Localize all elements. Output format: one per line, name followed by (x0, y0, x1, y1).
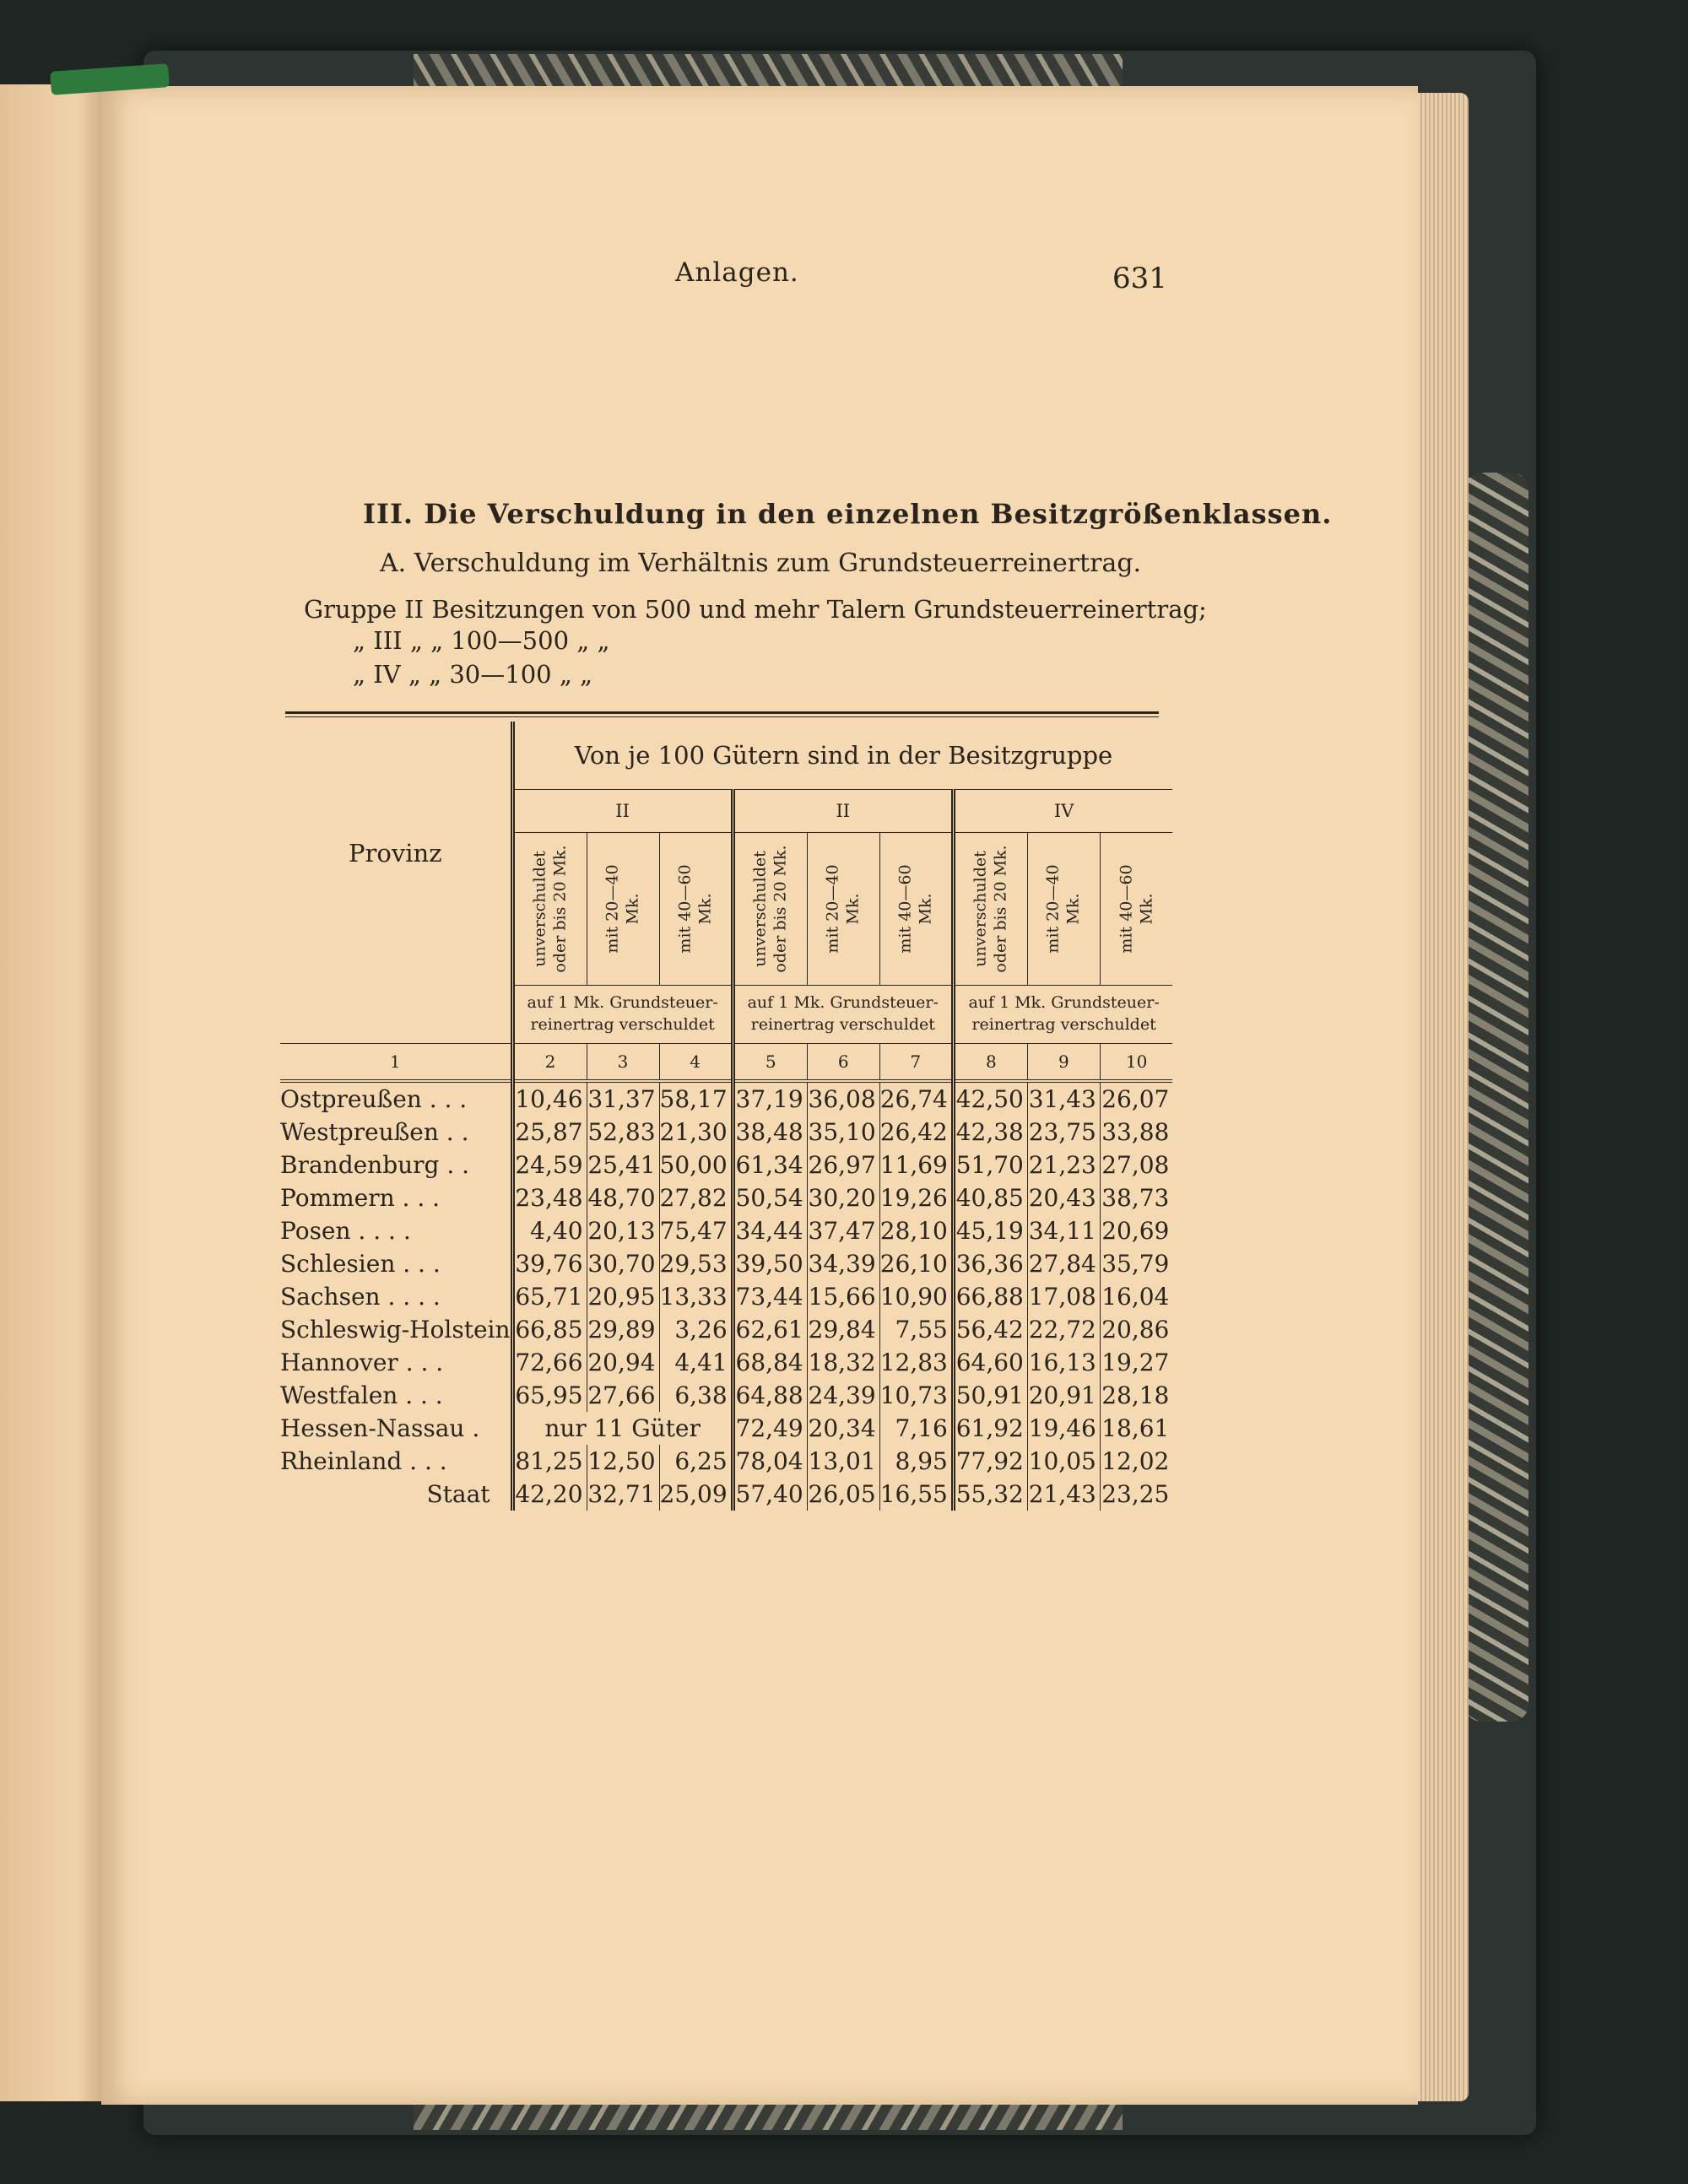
value-cell: 7,16 (879, 1412, 953, 1445)
value-cell: 31,37 (587, 1081, 659, 1116)
column-number: 1 (389, 1051, 401, 1072)
group-line-iv: „ IV „ „ 30—100 „ „ (353, 660, 593, 689)
value-cell: 58,17 (659, 1081, 733, 1116)
value-cell: 34,11 (1027, 1214, 1100, 1247)
value-cell: 20,86 (1100, 1313, 1172, 1346)
value-cell: 20,95 (587, 1280, 659, 1313)
value-cell: 30,20 (807, 1181, 879, 1214)
sub-header-cell (587, 833, 659, 986)
value-cell: 6,25 (659, 1445, 733, 1478)
value-cell: 26,10 (879, 1247, 953, 1280)
column-number: 2 (512, 1044, 587, 1082)
value-cell: 50,91 (953, 1379, 1027, 1412)
note-row (280, 986, 1172, 1044)
value-cell: 13,33 (659, 1280, 733, 1313)
subtitle: A. Verschuldung im Verhältnis zum Grundsteuerreinertrag. (380, 549, 1142, 578)
value-cell: 73,44 (733, 1280, 807, 1313)
value-cell: 29,89 (587, 1313, 659, 1346)
value-cell: 50,00 (659, 1149, 733, 1181)
value-cell: 20,91 (1027, 1379, 1100, 1412)
total-value-cell: 32,71 (587, 1478, 659, 1511)
province-header: Provinz (349, 838, 442, 868)
value-cell: 38,48 (733, 1116, 807, 1149)
value-cell: 23,75 (1027, 1116, 1100, 1149)
value-cell: 7,55 (879, 1313, 953, 1346)
value-cell: 4,40 (512, 1214, 587, 1247)
value-cell: 35,10 (807, 1116, 879, 1149)
value-cell: 21,23 (1027, 1149, 1100, 1181)
province-name: Posen . . . . (280, 1216, 411, 1245)
column-number: 7 (879, 1044, 953, 1082)
value-cell: 68,84 (733, 1346, 807, 1379)
sub-header: unverschuldet oder bis 20 Mk. (530, 845, 570, 973)
value-cell: 21,30 (659, 1116, 733, 1149)
value-cell: 28,18 (1100, 1379, 1172, 1412)
province-name: Hannover . . . (280, 1348, 444, 1376)
value-cell: 42,50 (953, 1081, 1027, 1116)
sub-header: mit 40—60 Mk. (1116, 864, 1155, 954)
value-cell: 34,39 (807, 1247, 879, 1280)
table-row (280, 1379, 1172, 1412)
value-cell: 65,71 (512, 1280, 587, 1313)
value-cell: 25,87 (512, 1116, 587, 1149)
value-cell: 50,54 (733, 1181, 807, 1214)
value-cell: 27,08 (1100, 1149, 1172, 1181)
table-row (280, 1280, 1172, 1313)
total-value-cell: 16,55 (879, 1478, 953, 1511)
value-cell: 19,46 (1027, 1412, 1100, 1445)
value-cell: 33,88 (1100, 1116, 1172, 1149)
total-value-cell: 21,43 (1027, 1478, 1100, 1511)
table-top-rule-thin (285, 716, 1159, 717)
table-top-rule (285, 711, 1159, 714)
value-cell: 28,10 (879, 1214, 953, 1247)
group-label-1: II (512, 790, 733, 833)
value-cell: 12,50 (587, 1445, 659, 1478)
value-cell: 34,44 (733, 1214, 807, 1247)
value-cell: 51,70 (953, 1149, 1027, 1181)
value-cell: 12,02 (1100, 1445, 1172, 1478)
province-name: Rheinland . . . (280, 1446, 447, 1475)
column-number: 9 (1027, 1044, 1100, 1082)
sub-header: mit 20—40 Mk. (823, 864, 863, 954)
value-cell: 12,83 (879, 1346, 953, 1379)
total-row (280, 1478, 1172, 1511)
value-cell: 37,47 (807, 1214, 879, 1247)
sub-header: mit 40—60 Mk. (895, 864, 934, 954)
left-page (0, 84, 110, 2101)
province-name: Brandenburg . . (280, 1150, 470, 1179)
column-number: 8 (953, 1044, 1027, 1082)
value-cell: 36,36 (953, 1247, 1027, 1280)
value-cell: 23,48 (512, 1181, 587, 1214)
group-label-3: IV (953, 790, 1172, 833)
table-row (280, 1149, 1172, 1181)
total-value-cell: 25,09 (659, 1478, 733, 1511)
table-row (280, 1247, 1172, 1280)
value-cell: 20,34 (807, 1412, 879, 1445)
column-number-row (280, 1044, 1172, 1082)
sub-header: mit 40—60 Mk. (674, 864, 714, 954)
debt-table (280, 722, 1172, 1511)
province-name: Schleswig-Holstein (280, 1315, 511, 1343)
province-name: Ostpreußen . . . (280, 1084, 468, 1113)
value-cell: 29,84 (807, 1313, 879, 1346)
value-cell: 52,83 (587, 1116, 659, 1149)
value-cell: 78,04 (733, 1445, 807, 1478)
column-number: 10 (1100, 1044, 1172, 1082)
value-cell: 56,42 (953, 1313, 1027, 1346)
value-cell: 30,70 (587, 1247, 659, 1280)
page-number: 631 (1112, 262, 1167, 295)
value-cell: 6,38 (659, 1379, 733, 1412)
value-cell: 75,47 (659, 1214, 733, 1247)
value-cell: 17,08 (1027, 1280, 1100, 1313)
value-cell: 16,13 (1027, 1346, 1100, 1379)
column-number: 6 (807, 1044, 879, 1082)
sub-header: mit 20—40 Mk. (1043, 864, 1083, 954)
table-row (280, 1313, 1172, 1346)
table-row (280, 1116, 1172, 1149)
value-cell: 26,74 (879, 1081, 953, 1116)
value-cell: 26,07 (1100, 1081, 1172, 1116)
province-name: Hessen-Nassau . (280, 1414, 480, 1442)
value-cell: 24,39 (807, 1379, 879, 1412)
value-cell: 3,26 (659, 1313, 733, 1346)
sub-header-cell (1027, 833, 1100, 986)
value-cell: 26,97 (807, 1149, 879, 1181)
value-cell: 61,92 (953, 1412, 1027, 1445)
note-3: auf 1 Mk. Grundsteuer-reinertrag verschuldet (953, 986, 1172, 1044)
sub-header-cell (807, 833, 879, 986)
value-cell: 31,43 (1027, 1081, 1100, 1116)
province-name: Westpreußen . . (280, 1117, 469, 1146)
value-cell: 15,66 (807, 1280, 879, 1313)
table-row (280, 1214, 1172, 1247)
note-2: auf 1 Mk. Grundsteuer-reinertrag verschuldet (733, 986, 953, 1044)
total-value-cell: 55,32 (953, 1478, 1027, 1511)
column-number: 5 (733, 1044, 807, 1082)
value-cell: 20,69 (1100, 1214, 1172, 1247)
value-cell: 36,08 (807, 1081, 879, 1116)
value-cell: 13,01 (807, 1445, 879, 1478)
value-cell: 27,84 (1027, 1247, 1100, 1280)
value-cell: 40,85 (953, 1181, 1027, 1214)
value-cell: 10,90 (879, 1280, 953, 1313)
value-cell: 26,42 (879, 1116, 953, 1149)
province-name: Sachsen . . . . (280, 1282, 441, 1311)
value-cell: 25,41 (587, 1149, 659, 1181)
group-label-2: II (733, 790, 953, 833)
sub-header: mit 20—40 Mk. (603, 864, 642, 954)
value-cell: 10,05 (1027, 1445, 1100, 1478)
note-1: auf 1 Mk. Grundsteuer-reinertrag verschuldet (512, 986, 733, 1044)
value-cell: 35,79 (1100, 1247, 1172, 1280)
value-cell: 22,72 (1027, 1313, 1100, 1346)
value-cell: 64,88 (733, 1379, 807, 1412)
value-cell: 77,92 (953, 1445, 1027, 1478)
value-cell: 29,53 (659, 1247, 733, 1280)
sub-header-cell (1100, 833, 1172, 986)
sub-header: unverschuldet oder bis 20 Mk. (971, 845, 1010, 973)
value-cell: 72,66 (512, 1346, 587, 1379)
sub-header-cell (879, 833, 953, 986)
value-cell: 66,85 (512, 1313, 587, 1346)
value-cell: 64,60 (953, 1346, 1027, 1379)
province-name: Westfalen . . . (280, 1381, 443, 1409)
main-header: Von je 100 Gütern sind in der Besitzgruppe (512, 722, 1172, 790)
value-cell: 27,66 (587, 1379, 659, 1412)
value-cell: 20,94 (587, 1346, 659, 1379)
sub-header-cell (512, 833, 587, 986)
value-cell: 39,76 (512, 1247, 587, 1280)
value-cell: 8,95 (879, 1445, 953, 1478)
sub-header-cell (733, 833, 807, 986)
table-row (280, 1445, 1172, 1478)
value-cell: 18,32 (807, 1346, 879, 1379)
value-cell: 45,19 (953, 1214, 1027, 1247)
value-cell: 61,34 (733, 1149, 807, 1181)
value-cell: 65,95 (512, 1379, 587, 1412)
value-cell: 4,41 (659, 1346, 733, 1379)
table-row (280, 1081, 1172, 1116)
province-name: Schlesien . . . (280, 1249, 441, 1278)
value-cell: 48,70 (587, 1181, 659, 1214)
table-body (280, 1081, 1172, 1511)
table-row (280, 1346, 1172, 1379)
total-label: Staat (426, 1479, 490, 1508)
group-line-iii: „ III „ „ 100—500 „ „ (353, 626, 610, 655)
column-number: 4 (659, 1044, 733, 1082)
group-line-ii: Gruppe II Besitzungen von 500 und mehr Talern Grundsteuerreinertrag; (304, 595, 1207, 624)
running-head: Anlagen. (675, 257, 799, 288)
value-cell: 20,13 (587, 1214, 659, 1247)
value-cell: 16,04 (1100, 1280, 1172, 1313)
value-cell: 66,88 (953, 1280, 1027, 1313)
value-cell: 10,46 (512, 1081, 587, 1116)
value-cell: 39,50 (733, 1247, 807, 1280)
note-cell: nur 11 Güter (512, 1412, 733, 1445)
total-value-cell: 57,40 (733, 1478, 807, 1511)
value-cell: 19,27 (1100, 1346, 1172, 1379)
table-row (280, 1412, 1172, 1445)
value-cell: 38,73 (1100, 1181, 1172, 1214)
value-cell: 20,43 (1027, 1181, 1100, 1214)
sub-header: unverschuldet oder bis 20 Mk. (750, 845, 790, 973)
province-name: Pommern . . . (280, 1183, 441, 1212)
total-value-cell: 26,05 (807, 1478, 879, 1511)
province-header-cell (280, 722, 512, 986)
value-cell: 37,19 (733, 1081, 807, 1116)
sub-header-cell (659, 833, 733, 986)
value-cell: 81,25 (512, 1445, 587, 1478)
sub-header-cell (953, 833, 1027, 986)
value-cell: 24,59 (512, 1149, 587, 1181)
value-cell: 72,49 (733, 1412, 807, 1445)
value-cell: 62,61 (733, 1313, 807, 1346)
value-cell: 19,26 (879, 1181, 953, 1214)
note-spacer (280, 986, 512, 1044)
table-row (280, 1181, 1172, 1214)
cover-ornament-right (1464, 473, 1528, 1722)
total-value-cell: 42,20 (512, 1478, 587, 1511)
value-cell: 11,69 (879, 1149, 953, 1181)
total-value-cell: 23,25 (1100, 1478, 1172, 1511)
section-title: III. Die Verschuldung in den einzelnen Besitzgrößenklassen. (363, 498, 1333, 530)
column-number: 3 (587, 1044, 659, 1082)
value-cell: 42,38 (953, 1116, 1027, 1149)
value-cell: 18,61 (1100, 1412, 1172, 1445)
value-cell: 27,82 (659, 1181, 733, 1214)
value-cell: 10,73 (879, 1379, 953, 1412)
